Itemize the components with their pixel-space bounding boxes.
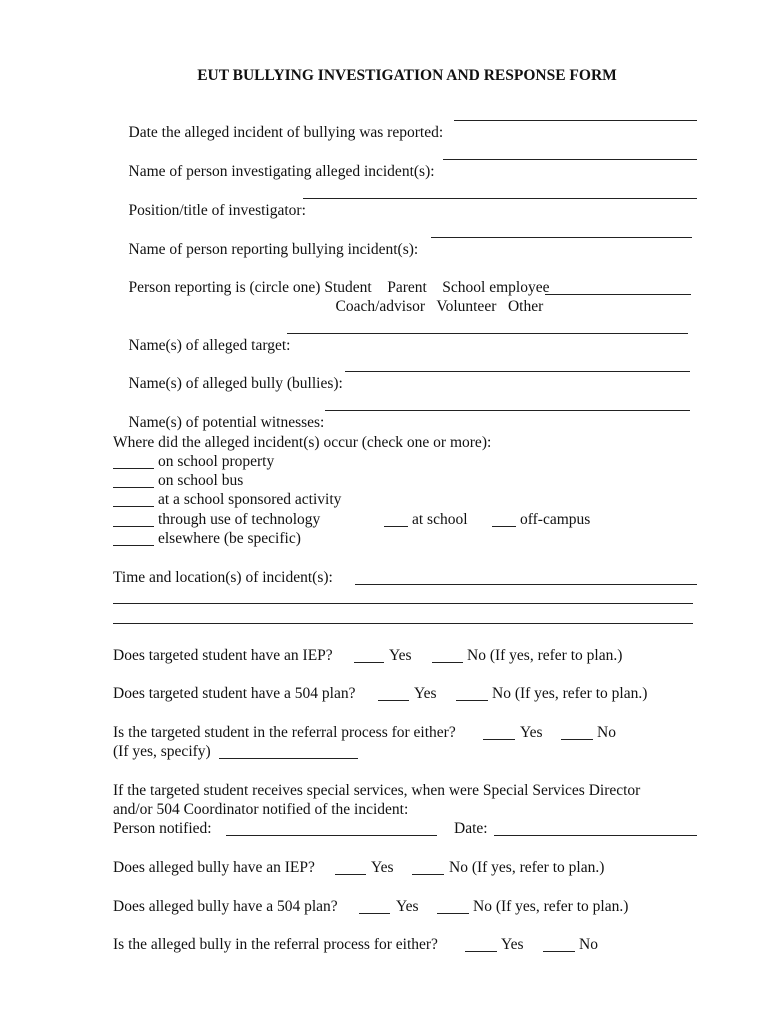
bully-504-no: No (If yes, refer to plan.) (473, 898, 629, 915)
bully-names-field[interactable] (345, 371, 690, 372)
target-referral-specify: (If yes, specify) (113, 743, 211, 760)
location-option-school-bus: on school bus (158, 472, 244, 489)
bully-iep-question: Does alleged bully have an IEP? (113, 859, 315, 876)
target-iep-no-blank[interactable] (432, 662, 463, 663)
target-504-question: Does targeted student have a 504 plan? (113, 685, 356, 702)
notified-date-field[interactable] (494, 835, 697, 836)
bully-iep-no: No (If yes, refer to plan.) (449, 859, 605, 876)
tech-off-campus-checkbox[interactable] (492, 526, 516, 527)
reporter-name-field[interactable] (431, 237, 692, 238)
bully-504-no-blank[interactable] (437, 913, 469, 914)
bully-names-label: Name(s) of alleged bully (bullies): (128, 375, 343, 392)
bully-referral-yes-blank[interactable] (465, 951, 497, 952)
bully-iep-no-blank[interactable] (412, 874, 444, 875)
reporter-type-label-2[interactable]: Coach/advisor Volunteer Other (335, 298, 544, 315)
target-names-field[interactable] (287, 333, 688, 334)
location-checkbox-technology[interactable] (113, 526, 154, 527)
target-iep-question: Does targeted student have an IEP? (113, 647, 333, 664)
target-referral-specify-field[interactable] (219, 758, 358, 759)
target-iep-yes-blank[interactable] (354, 662, 384, 663)
target-iep-no: No (If yes, refer to plan.) (467, 647, 623, 664)
investigator-title-label: Position/title of investigator: (128, 202, 306, 219)
target-referral-yes-blank[interactable] (483, 739, 515, 740)
bully-referral-no: No (579, 936, 598, 953)
target-referral-no: No (597, 724, 616, 741)
bully-referral-yes: Yes (501, 936, 524, 953)
location-question: Where did the alleged incident(s) occur (check one or more): (113, 434, 492, 451)
location-checkbox-elsewhere[interactable] (113, 545, 154, 546)
investigator-title-field[interactable] (303, 198, 697, 199)
location-option-technology: through use of technology (158, 511, 321, 528)
reporter-name-label: Name of person reporting bullying incident(s): (128, 241, 419, 258)
location-checkbox-school-activity[interactable] (113, 506, 154, 507)
bully-iep-yes-blank[interactable] (335, 874, 366, 875)
bully-504-yes: Yes (396, 898, 419, 915)
target-504-yes-blank[interactable] (378, 700, 409, 701)
tech-at-school-checkbox[interactable] (384, 526, 408, 527)
location-option-elsewhere: elsewhere (be specific) (158, 530, 301, 547)
date-reported-label: Date the alleged incident of bullying was reported: (128, 124, 444, 141)
date-reported-field[interactable] (454, 120, 697, 121)
reporter-type-row-2 (320, 278, 543, 335)
bully-referral-no-blank[interactable] (543, 951, 575, 952)
bully-iep-yes: Yes (371, 859, 394, 876)
tech-at-school-label: at school (412, 511, 468, 528)
location-option-school-property: on school property (158, 453, 275, 470)
special-services-line-2: and/or 504 Coordinator notified of the incident: (113, 801, 409, 818)
investigator-name-field[interactable] (443, 159, 697, 160)
location-checkbox-school-property[interactable] (113, 468, 154, 469)
target-504-no: No (If yes, refer to plan.) (492, 685, 648, 702)
tech-off-campus-label: off-campus (520, 511, 591, 528)
target-504-yes: Yes (414, 685, 437, 702)
reporter-type-label[interactable]: Person reporting is (circle one) Student Parent School employee (128, 279, 550, 296)
special-services-line-1: If the targeted student receives special services, when were Special Services Director (113, 782, 641, 799)
form-title: EUT BULLYING INVESTIGATION AND RESPONSE FORM (197, 67, 617, 84)
reporter-other-field[interactable] (545, 294, 691, 295)
bully-504-yes-blank[interactable] (359, 913, 390, 914)
witness-names-label: Name(s) of potential witnesses: (128, 414, 325, 431)
bully-referral-question: Is the alleged bully in the referral process for either? (113, 936, 438, 953)
notified-date-label: Date: (454, 820, 488, 837)
location-option-school-activity: at a school sponsored activity (158, 491, 342, 508)
person-notified-field[interactable] (226, 835, 437, 836)
investigator-name-label: Name of person investigating alleged incident(s): (128, 163, 435, 180)
person-notified-label: Person notified: (113, 820, 212, 837)
target-names-label: Name(s) of alleged target: (128, 337, 291, 354)
time-location-field-3[interactable] (113, 623, 693, 624)
time-location-label: Time and location(s) of incident(s): (113, 569, 333, 586)
target-referral-yes: Yes (520, 724, 543, 741)
target-iep-yes: Yes (389, 647, 412, 664)
target-504-no-blank[interactable] (456, 700, 488, 701)
time-location-field-2[interactable] (113, 603, 693, 604)
bully-504-question: Does alleged bully have a 504 plan? (113, 898, 338, 915)
location-checkbox-school-bus[interactable] (113, 487, 154, 488)
time-location-field-1[interactable] (355, 584, 697, 585)
target-referral-no-blank[interactable] (561, 739, 593, 740)
witness-names-field[interactable] (325, 410, 690, 411)
target-referral-question: Is the targeted student in the referral process for either? (113, 724, 456, 741)
